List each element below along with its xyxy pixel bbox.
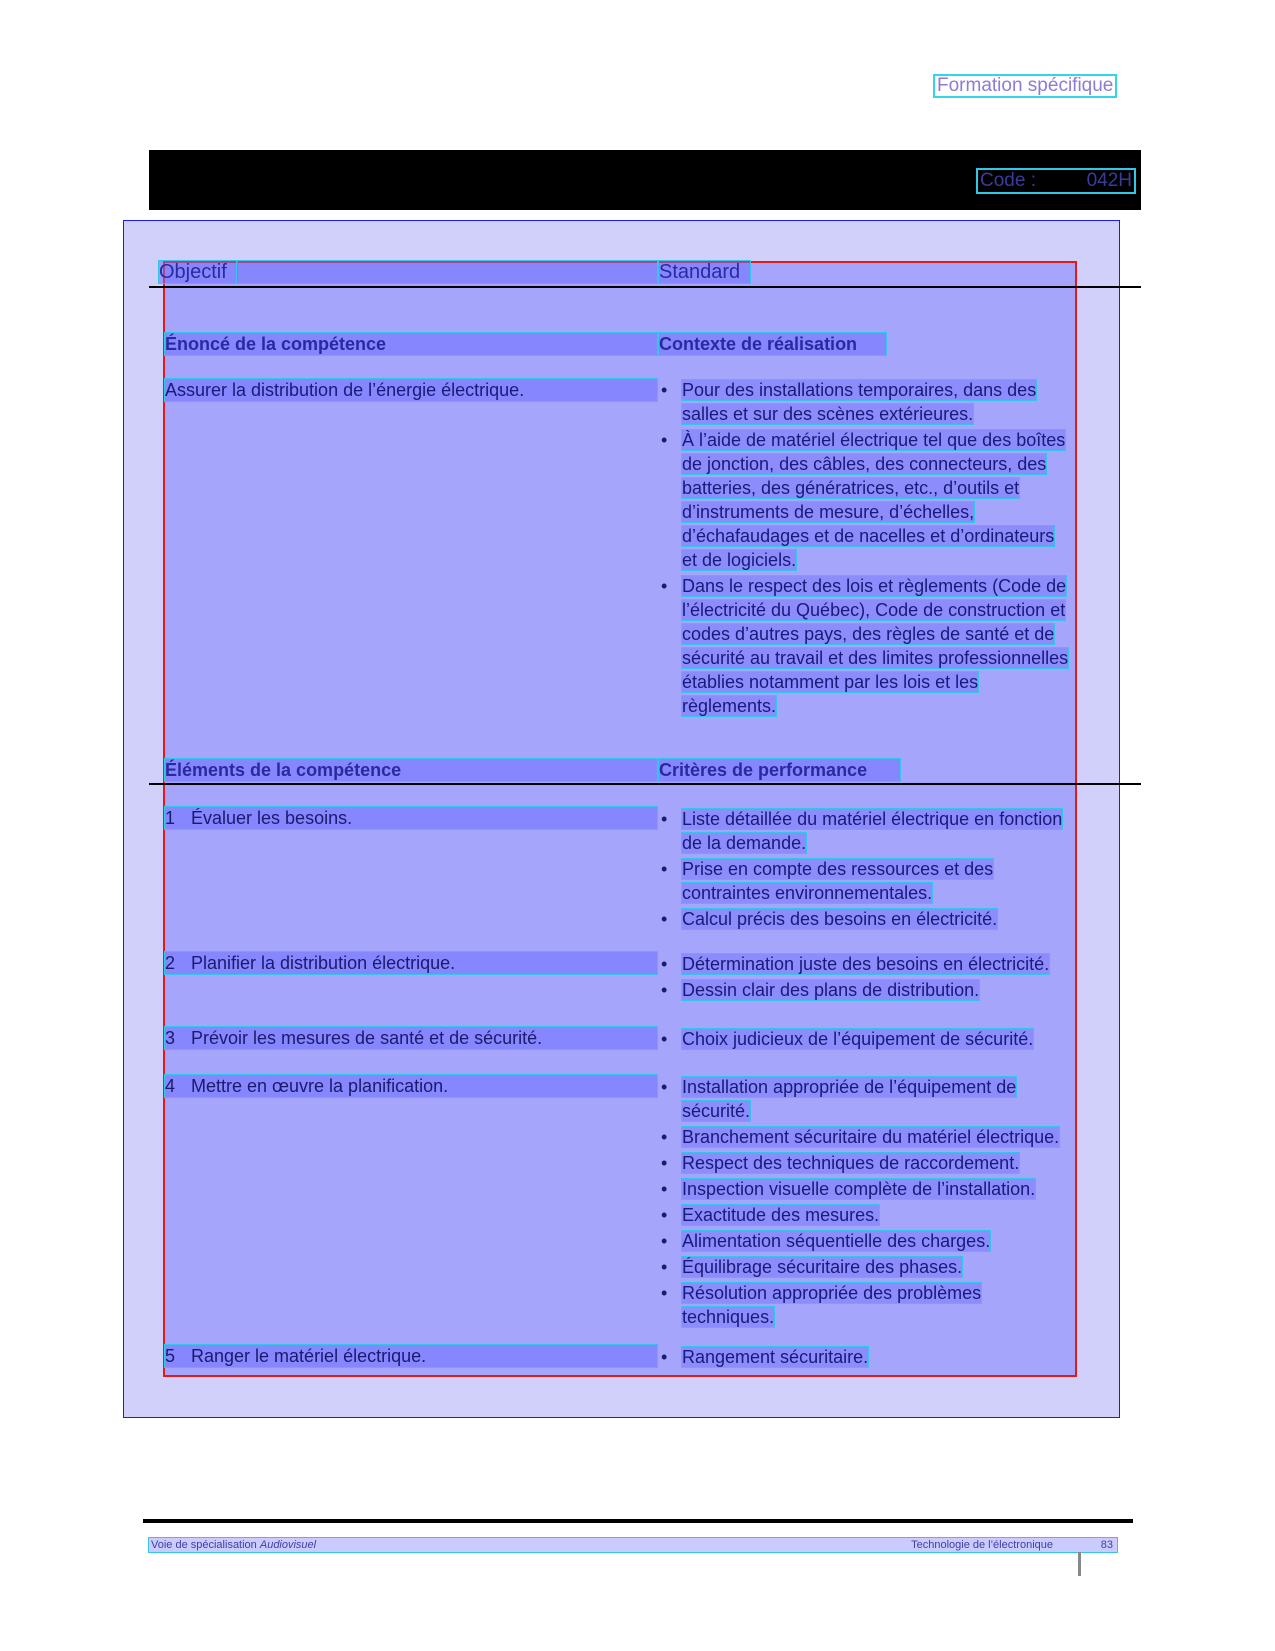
bullet-icon: • <box>661 1257 668 1277</box>
contexte-line: règlements. <box>682 696 777 716</box>
criteres-heading: Critères de performance <box>659 759 900 781</box>
bullet-icon: • <box>661 1283 668 1303</box>
footer-left-prefix: Voie de spécialisation <box>151 1539 260 1551</box>
contexte-line: d’instruments de mesure, d’échelles, <box>682 502 975 522</box>
criteria-list <box>658 807 1123 933</box>
contexte-line: établies notamment par les lois et les <box>682 672 979 692</box>
contexte-item <box>658 574 1123 718</box>
footer-left-italic: Audiovisuel <box>259 1539 317 1551</box>
bullet-icon: • <box>661 909 668 929</box>
contexte-line: codes d’autres pays, des règles de santé et de <box>682 624 1055 644</box>
criteria-list <box>658 1345 1123 1371</box>
contexte-line: sécurité au travail et des limites professionnelles <box>682 648 1069 668</box>
bullet-icon: • <box>661 1029 668 1049</box>
footer-left <box>151 1538 316 1552</box>
element-text: Mettre en œuvre la planification. <box>191 1076 449 1096</box>
page-number: 83 <box>1100 1539 1113 1551</box>
column-header-fill <box>237 261 657 283</box>
element-row <box>165 807 660 829</box>
element-number: 4 <box>165 1076 176 1096</box>
criteria-list <box>658 1027 1123 1053</box>
criterion-item <box>658 1125 1123 1149</box>
column-header-objectif: Objectif <box>159 261 237 283</box>
criterion-item <box>658 952 1123 976</box>
criterion-line: Prise en compte des ressources et des <box>682 859 994 879</box>
enonce-heading: Énoncé de la compétence <box>165 333 657 355</box>
contexte-line: de jonction, des câbles, des connecteurs, des <box>682 454 1047 474</box>
criterion-item <box>658 1255 1123 1279</box>
criterion-line: Équilibrage sécuritaire des phases. <box>682 1257 963 1277</box>
enonce-text: Assurer la distribution de l’énergie électrique. <box>165 379 657 401</box>
contexte-line: batteries, des génératrices, etc., d’outils et <box>682 478 1020 498</box>
bullet-icon: • <box>661 380 668 400</box>
element-text: Évaluer les besoins. <box>191 808 353 828</box>
bullet-icon: • <box>661 859 668 879</box>
code-prefix: Code : <box>980 170 1036 191</box>
element-label <box>165 1345 657 1367</box>
criterion-line: de la demande. <box>682 833 807 853</box>
criterion-item <box>658 1229 1123 1253</box>
contexte-item <box>658 428 1123 572</box>
criterion-line: Calcul précis des besoins en électricité. <box>682 909 998 929</box>
criterion-item <box>658 1203 1123 1227</box>
criteria-list <box>658 952 1123 1004</box>
header-rule <box>149 286 1141 288</box>
criterion-line: Liste détaillée du matériel électrique en fonction <box>682 809 1063 829</box>
criterion-item <box>658 857 1123 905</box>
criterion-line: techniques. <box>682 1307 775 1327</box>
criterion-line: Rangement sécuritaire. <box>682 1347 869 1367</box>
bullet-icon: • <box>661 1231 668 1251</box>
criterion-item <box>658 807 1123 855</box>
criterion-line: Dessin clair des plans de distribution. <box>682 980 980 1000</box>
section-label: Formation spécifique <box>937 75 1114 96</box>
bullet-icon: • <box>661 809 668 829</box>
contexte-line: Pour des installations temporaires, dans des <box>682 380 1037 400</box>
criterion-line: Installation appropriée de l’équipement de <box>682 1077 1017 1097</box>
element-number: 1 <box>165 808 176 828</box>
page-marker <box>1078 1552 1081 1576</box>
element-number: 2 <box>165 953 176 973</box>
footer-right: Technologie de l’électronique <box>911 1539 1053 1551</box>
element-row <box>165 1345 660 1367</box>
element-text: Ranger le matériel électrique. <box>191 1346 427 1366</box>
element-row <box>165 1075 660 1097</box>
criterion-line: contraintes environnementales. <box>682 883 933 903</box>
contexte-line: À l’aide de matériel électrique tel que des boîtes <box>682 430 1066 450</box>
criterion-line: Détermination juste des besoins en électricité. <box>682 954 1050 974</box>
bullet-icon: • <box>661 1127 668 1147</box>
element-row <box>165 952 660 974</box>
criterion-item <box>658 1027 1123 1051</box>
criterion-line: sécurité. <box>682 1101 751 1121</box>
contexte-list <box>658 378 1123 720</box>
contexte-line: et de logiciels. <box>682 550 797 570</box>
column-header-standard: Standard <box>659 261 750 283</box>
criterion-line: Alimentation séquentielle des charges. <box>682 1231 991 1251</box>
bullet-icon: • <box>661 1153 668 1173</box>
elements-rule-left <box>149 783 646 785</box>
bullet-icon: • <box>661 1179 668 1199</box>
elements-rule-right <box>646 783 1141 785</box>
element-text: Planifier la distribution électrique. <box>191 953 456 973</box>
bullet-icon: • <box>661 1347 668 1367</box>
bullet-icon: • <box>661 576 668 596</box>
element-text: Prévoir les mesures de santé et de sécurité. <box>191 1028 543 1048</box>
element-label <box>165 1027 657 1049</box>
bullet-icon: • <box>661 430 668 450</box>
criteria-list <box>658 1075 1123 1331</box>
criterion-item <box>658 1075 1123 1123</box>
element-number: 3 <box>165 1028 176 1048</box>
bullet-icon: • <box>661 954 668 974</box>
element-number: 5 <box>165 1346 176 1366</box>
criterion-item <box>658 1151 1123 1175</box>
criterion-item <box>658 1345 1123 1369</box>
element-label <box>165 952 657 974</box>
footer-rule <box>143 1519 1133 1523</box>
criterion-line: Respect des techniques de raccordement. <box>682 1153 1020 1173</box>
contexte-line: l’électricité du Québec), Code de construction et <box>682 600 1066 620</box>
bullet-icon: • <box>661 1205 668 1225</box>
criterion-line: Résolution appropriée des problèmes <box>682 1283 982 1303</box>
element-label <box>165 1075 657 1097</box>
elements-heading: Éléments de la compétence <box>165 759 657 781</box>
code-value: 042H <box>1086 170 1132 191</box>
criterion-line: Exactitude des mesures. <box>682 1205 880 1225</box>
bullet-icon: • <box>661 1077 668 1097</box>
criterion-line: Inspection visuelle complète de l’installation. <box>682 1179 1036 1199</box>
criterion-line: Choix judicieux de l’équipement de sécurité. <box>682 1029 1034 1049</box>
criterion-item <box>658 1177 1123 1201</box>
contexte-line: Dans le respect des lois et règlements (Code de <box>682 576 1067 596</box>
contexte-line: salles et sur des scènes extérieures. <box>682 404 974 424</box>
element-label <box>165 807 657 829</box>
criterion-line: Branchement sécuritaire du matériel électrique. <box>682 1127 1060 1147</box>
element-row <box>165 1027 660 1049</box>
contexte-line: d’échafaudages et de nacelles et d’ordinateurs <box>682 526 1055 546</box>
page-footer <box>149 1538 1117 1552</box>
contexte-heading: Contexte de réalisation <box>659 333 886 355</box>
criterion-item <box>658 907 1123 931</box>
criterion-item <box>658 1281 1123 1329</box>
contexte-item <box>658 378 1123 426</box>
criterion-item <box>658 978 1123 1002</box>
bullet-icon: • <box>661 980 668 1000</box>
code-label <box>978 170 1134 192</box>
